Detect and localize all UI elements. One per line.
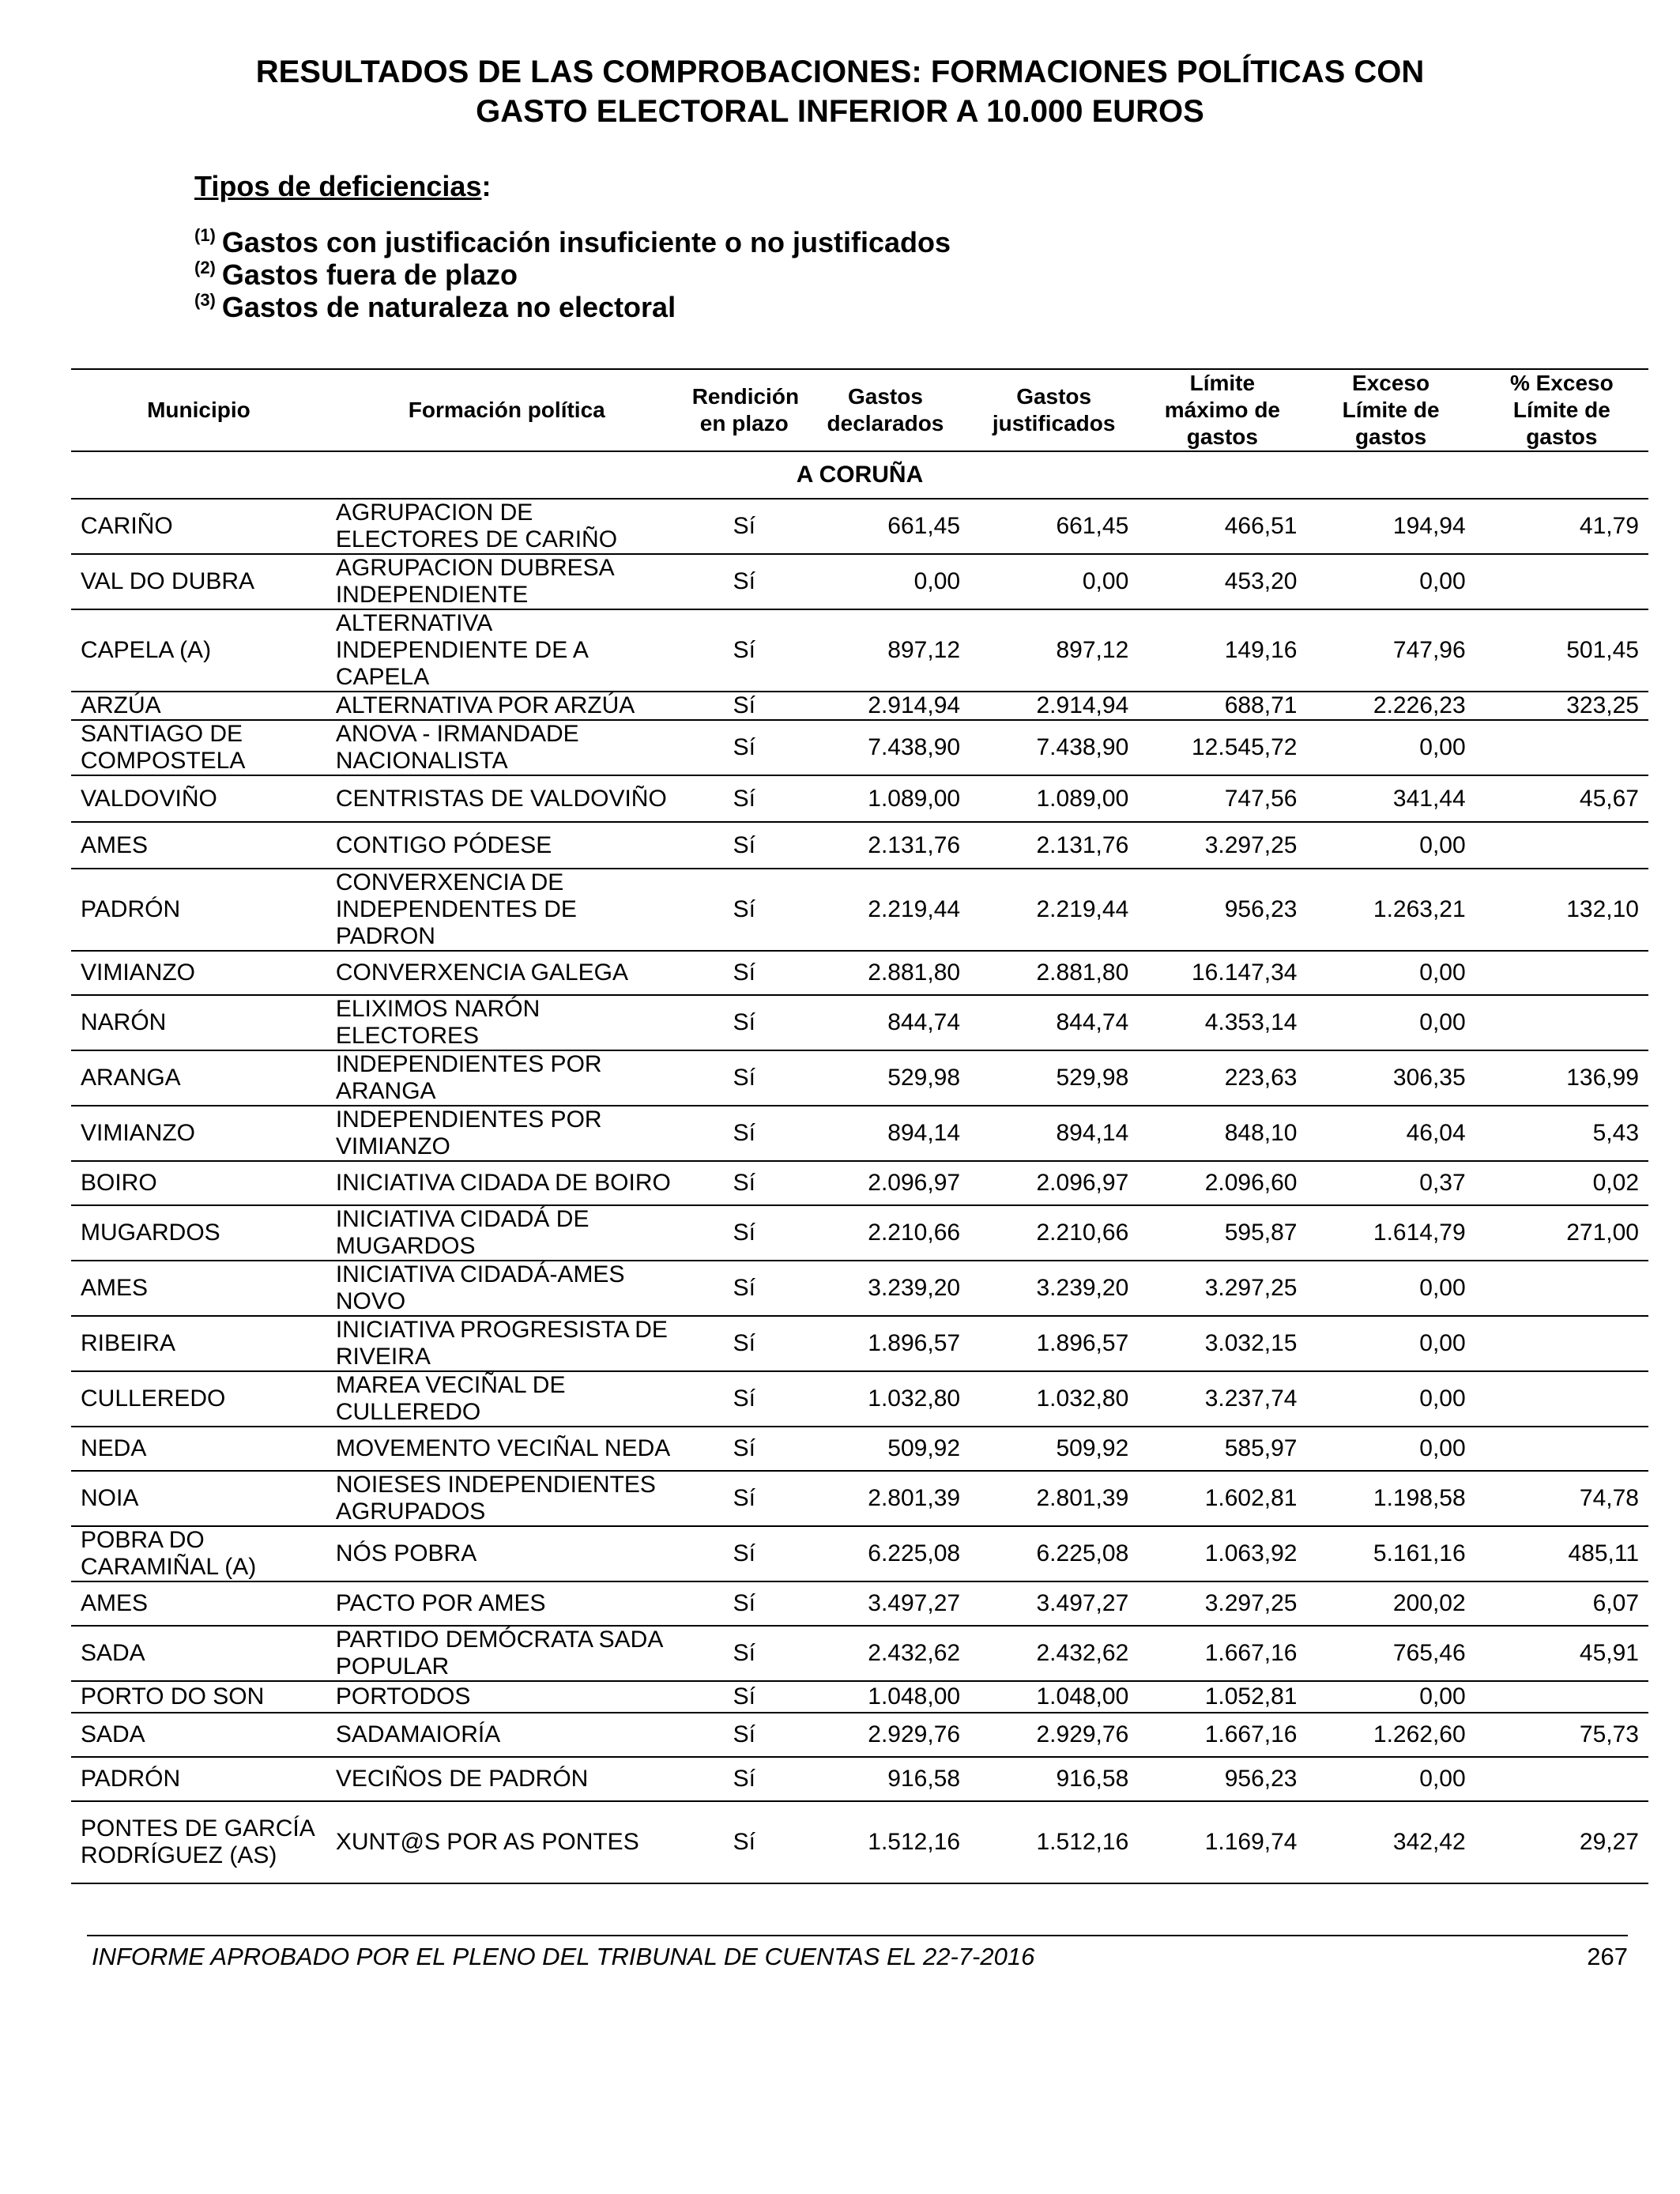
cell-limite-maximo: 3.297,25 bbox=[1204, 831, 1298, 858]
header-line: gastos bbox=[1186, 424, 1258, 449]
header-line: justificados bbox=[992, 411, 1116, 435]
cell-municipio: BOIRO bbox=[81, 1170, 157, 1196]
cell-gastos-declarados: 2.914,94 bbox=[868, 692, 961, 718]
cell-formacion: SADAMAIORÍA bbox=[335, 1721, 501, 1747]
cell-gastos-justificados: 897,12 bbox=[1056, 637, 1129, 663]
cell-municipio: NARÓN bbox=[81, 1009, 167, 1035]
cell-pct-exceso: 45,91 bbox=[1579, 1640, 1639, 1666]
cell-formacion: INICIATIVA CIDADÁ-AMES NOVO bbox=[335, 1261, 625, 1314]
cell-gastos-justificados: 661,45 bbox=[1056, 513, 1129, 539]
cell-municipio: CAPELA (A) bbox=[81, 637, 212, 663]
cell-formacion: NOIESES INDEPENDIENTES AGRUPADOS bbox=[335, 1472, 656, 1525]
cell-formacion: INICIATIVA PROGRESISTA DE RIVEIRA bbox=[335, 1317, 668, 1370]
cell-exceso-limite: 0,00 bbox=[1419, 1275, 1466, 1301]
cell-rendicion: Sí bbox=[733, 1275, 755, 1301]
header-line: gastos bbox=[1526, 424, 1598, 449]
table-row bbox=[71, 1681, 1648, 1713]
cell-gastos-justificados: 7.438,90 bbox=[1036, 734, 1129, 760]
cell-pct-exceso bbox=[1475, 720, 1648, 775]
cell-formacion: ANOVA - IRMANDADE NACIONALISTA bbox=[335, 721, 579, 774]
cell-pct-exceso: 132,10 bbox=[1566, 896, 1639, 922]
cell-exceso-limite: 1.263,21 bbox=[1373, 896, 1466, 922]
table-row bbox=[71, 720, 1648, 775]
cell-exceso-limite: 765,46 bbox=[1392, 1640, 1466, 1666]
cell-pct-exceso: 271,00 bbox=[1566, 1220, 1639, 1246]
cell-pct-exceso: 501,45 bbox=[1566, 637, 1639, 663]
cell-pct-exceso: 323,25 bbox=[1566, 692, 1639, 718]
cell-rendicion: Sí bbox=[733, 1590, 755, 1616]
cell-exceso-limite: 0,00 bbox=[1419, 568, 1466, 594]
header-pct-exceso bbox=[1475, 369, 1648, 451]
cell-formacion: MAREA VECIÑAL DE CULLEREDO bbox=[335, 1372, 566, 1425]
header-line: Gastos bbox=[1016, 384, 1092, 409]
cell-municipio: PORTO DO SON bbox=[81, 1683, 265, 1710]
cell-pct-exceso: 0,02 bbox=[1592, 1170, 1639, 1196]
cell-municipio: NOIA bbox=[81, 1485, 139, 1511]
cell-municipio: POBRA DO CARAMIÑAL (A) bbox=[81, 1527, 257, 1580]
table-row bbox=[71, 995, 1648, 1050]
header-line: % Exceso bbox=[1509, 371, 1614, 395]
cell-municipio: VIMIANZO bbox=[81, 1120, 196, 1146]
cell-formacion: VECIÑOS DE PADRÓN bbox=[335, 1766, 589, 1792]
cell-limite-maximo: 3.297,25 bbox=[1204, 1590, 1298, 1616]
cell-limite-maximo: 1.063,92 bbox=[1204, 1540, 1298, 1566]
cell-pct-exceso bbox=[1475, 1757, 1648, 1801]
table-row bbox=[71, 1581, 1648, 1626]
cell-municipio: SADA bbox=[81, 1640, 145, 1666]
cell-municipio: AMES bbox=[81, 1590, 149, 1616]
cell-exceso-limite: 0,00 bbox=[1419, 1766, 1466, 1792]
cell-limite-maximo: 223,63 bbox=[1224, 1065, 1298, 1091]
cell-exceso-limite: 1.262,60 bbox=[1373, 1721, 1466, 1747]
header-line: Límite de bbox=[1342, 398, 1440, 422]
cell-municipio: PADRÓN bbox=[81, 1766, 181, 1792]
cell-rendicion: Sí bbox=[733, 896, 755, 922]
table-row bbox=[71, 692, 1648, 720]
cell-exceso-limite: 5.161,16 bbox=[1373, 1540, 1466, 1566]
cell-exceso-limite: 341,44 bbox=[1392, 785, 1466, 812]
header-line: Límite bbox=[1189, 371, 1256, 395]
cell-gastos-declarados: 2.219,44 bbox=[868, 896, 961, 922]
cell-limite-maximo: 3.032,15 bbox=[1204, 1330, 1298, 1356]
deficiencias-heading bbox=[194, 169, 491, 204]
cell-municipio: CARIÑO bbox=[81, 513, 173, 539]
cell-limite-maximo: 1.052,81 bbox=[1204, 1683, 1298, 1710]
cell-gastos-declarados: 6.225,08 bbox=[868, 1540, 961, 1566]
cell-formacion: ELIXIMOS NARÓN ELECTORES bbox=[335, 996, 541, 1049]
header-formacion: Formación política bbox=[408, 398, 605, 422]
header-declarados bbox=[801, 369, 970, 451]
section-label: A CORUÑA bbox=[71, 451, 1648, 499]
cell-pct-exceso bbox=[1475, 1681, 1648, 1713]
cell-pct-exceso: 75,73 bbox=[1579, 1721, 1639, 1747]
cell-pct-exceso bbox=[1475, 822, 1648, 869]
cell-limite-maximo: 453,20 bbox=[1224, 568, 1298, 594]
footer-text: INFORME APROBADO POR EL PLENO DEL TRIBUNAL DE CUENTAS EL 22-7-2016 bbox=[92, 1943, 1035, 1970]
cell-gastos-declarados: 2.801,39 bbox=[868, 1485, 961, 1511]
cell-formacion: PACTO POR AMES bbox=[335, 1590, 546, 1616]
title-line-2: GASTO ELECTORAL INFERIOR A 10.000 EUROS bbox=[476, 94, 1204, 129]
cell-municipio: AMES bbox=[81, 831, 149, 858]
cell-gastos-justificados: 2.210,66 bbox=[1036, 1220, 1129, 1246]
table-row bbox=[71, 1713, 1648, 1757]
header-line: Rendición bbox=[691, 384, 800, 409]
cell-exceso-limite: 0,00 bbox=[1419, 1330, 1466, 1356]
cell-municipio: SANTIAGO DE COMPOSTELA bbox=[81, 721, 246, 774]
cell-limite-maximo: 4.353,14 bbox=[1204, 1009, 1298, 1035]
cell-pct-exceso bbox=[1475, 1261, 1648, 1316]
cell-limite-maximo: 466,51 bbox=[1224, 513, 1298, 539]
cell-gastos-declarados: 3.239,20 bbox=[868, 1275, 961, 1301]
cell-exceso-limite: 0,00 bbox=[1419, 1683, 1466, 1710]
header-justificados bbox=[970, 369, 1138, 451]
section-row bbox=[71, 451, 1648, 499]
cell-municipio: SADA bbox=[81, 1721, 145, 1747]
cell-pct-exceso bbox=[1475, 995, 1648, 1050]
cell-gastos-declarados: 2.096,97 bbox=[868, 1170, 961, 1196]
cell-rendicion: Sí bbox=[733, 1766, 755, 1792]
deficiencia-item-1 bbox=[194, 226, 951, 258]
table-row bbox=[71, 554, 1648, 609]
cell-gastos-declarados: 7.438,90 bbox=[868, 734, 961, 760]
cell-municipio: VAL DO DUBRA bbox=[81, 568, 255, 594]
cell-rendicion: Sí bbox=[733, 568, 755, 594]
table-row bbox=[71, 775, 1648, 822]
table-row bbox=[71, 1526, 1648, 1581]
cell-rendicion: Sí bbox=[733, 1220, 755, 1246]
deficiencia-text: Gastos de naturaleza no electoral bbox=[221, 291, 676, 323]
deficiencias-heading-colon: : bbox=[481, 170, 492, 202]
cell-rendicion: Sí bbox=[733, 1120, 755, 1146]
cell-gastos-declarados: 1.896,57 bbox=[868, 1330, 961, 1356]
cell-limite-maximo: 956,23 bbox=[1224, 896, 1298, 922]
cell-formacion: INDEPENDIENTES POR VIMIANZO bbox=[335, 1106, 602, 1159]
header-rendicion bbox=[687, 369, 801, 451]
cell-municipio: VIMIANZO bbox=[81, 959, 196, 986]
cell-gastos-justificados: 916,58 bbox=[1056, 1766, 1129, 1792]
table-row bbox=[71, 951, 1648, 995]
header-line: gastos bbox=[1354, 424, 1427, 449]
cell-pct-exceso: 45,67 bbox=[1579, 785, 1639, 812]
cell-formacion: PORTODOS bbox=[335, 1683, 471, 1710]
cell-exceso-limite: 0,00 bbox=[1419, 1435, 1466, 1461]
cell-gastos-justificados: 509,92 bbox=[1056, 1435, 1129, 1461]
header-line: Gastos bbox=[847, 384, 923, 409]
table-row bbox=[71, 499, 1648, 554]
cell-limite-maximo: 848,10 bbox=[1224, 1120, 1298, 1146]
cell-municipio: AMES bbox=[81, 1275, 149, 1301]
table-row bbox=[71, 1050, 1648, 1106]
cell-municipio: ARANGA bbox=[81, 1065, 181, 1091]
cell-gastos-declarados: 2.131,76 bbox=[868, 831, 961, 858]
table-row bbox=[71, 1261, 1648, 1316]
cell-limite-maximo: 1.169,74 bbox=[1204, 1829, 1298, 1855]
cell-gastos-declarados: 661,45 bbox=[887, 513, 961, 539]
cell-pct-exceso bbox=[1475, 1371, 1648, 1427]
cell-exceso-limite: 1.198,58 bbox=[1373, 1485, 1466, 1511]
results-table bbox=[71, 368, 1648, 1884]
cell-pct-exceso bbox=[1475, 951, 1648, 995]
cell-exceso-limite: 747,96 bbox=[1392, 637, 1466, 663]
cell-limite-maximo: 3.237,74 bbox=[1204, 1385, 1298, 1412]
cell-formacion: CONTIGO PÓDESE bbox=[335, 831, 552, 858]
cell-municipio: RIBEIRA bbox=[81, 1330, 176, 1356]
cell-exceso-limite: 1.614,79 bbox=[1373, 1220, 1466, 1246]
cell-limite-maximo: 12.545,72 bbox=[1192, 734, 1298, 760]
cell-formacion: AGRUPACION DE ELECTORES DE CARIÑO bbox=[335, 499, 618, 552]
cell-gastos-declarados: 2.432,62 bbox=[868, 1640, 961, 1666]
cell-gastos-declarados: 1.032,80 bbox=[868, 1385, 961, 1412]
header-line: Límite de bbox=[1512, 398, 1610, 422]
header-exceso bbox=[1306, 369, 1475, 451]
cell-rendicion: Sí bbox=[733, 1009, 755, 1035]
cell-formacion: MOVEMENTO VECIÑAL NEDA bbox=[335, 1435, 671, 1461]
cell-gastos-justificados: 2.219,44 bbox=[1036, 896, 1129, 922]
cell-gastos-justificados: 894,14 bbox=[1056, 1120, 1129, 1146]
cell-formacion: CENTRISTAS DE VALDOVIÑO bbox=[335, 785, 667, 812]
cell-exceso-limite: 0,00 bbox=[1419, 1385, 1466, 1412]
cell-gastos-justificados: 2.432,62 bbox=[1036, 1640, 1129, 1666]
cell-formacion: CONVERXENCIA DE INDEPENDENTES DE PADRON bbox=[335, 869, 577, 949]
cell-formacion: PARTIDO DEMÓCRATA SADA POPULAR bbox=[335, 1627, 662, 1679]
deficiencia-mark: (3) bbox=[194, 290, 216, 310]
deficiencias-heading-text: Tipos de deficiencias bbox=[194, 170, 482, 202]
table-row bbox=[71, 1757, 1648, 1801]
cell-rendicion: Sí bbox=[733, 513, 755, 539]
cell-limite-maximo: 595,87 bbox=[1224, 1220, 1298, 1246]
cell-gastos-declarados: 2.210,66 bbox=[868, 1220, 961, 1246]
table-row bbox=[71, 1161, 1648, 1205]
cell-gastos-declarados: 844,74 bbox=[887, 1009, 961, 1035]
cell-gastos-justificados: 2.914,94 bbox=[1036, 692, 1129, 718]
cell-gastos-justificados: 0,00 bbox=[1082, 568, 1129, 594]
cell-gastos-justificados: 6.225,08 bbox=[1036, 1540, 1129, 1566]
cell-rendicion: Sí bbox=[733, 1485, 755, 1511]
table-row bbox=[71, 869, 1648, 951]
cell-gastos-declarados: 0,00 bbox=[913, 568, 961, 594]
cell-rendicion: Sí bbox=[733, 692, 755, 718]
cell-formacion: CONVERXENCIA GALEGA bbox=[335, 959, 628, 986]
cell-exceso-limite: 46,04 bbox=[1406, 1120, 1466, 1146]
cell-rendicion: Sí bbox=[733, 1170, 755, 1196]
cell-gastos-justificados: 3.239,20 bbox=[1036, 1275, 1129, 1301]
cell-formacion: INICIATIVA CIDADA DE BOIRO bbox=[335, 1170, 671, 1196]
cell-limite-maximo: 3.297,25 bbox=[1204, 1275, 1298, 1301]
cell-pct-exceso bbox=[1475, 554, 1648, 609]
cell-gastos-justificados: 1.048,00 bbox=[1036, 1683, 1129, 1710]
table-row bbox=[71, 1471, 1648, 1526]
cell-rendicion: Sí bbox=[733, 1435, 755, 1461]
cell-rendicion: Sí bbox=[733, 1540, 755, 1566]
footer-rule bbox=[87, 1935, 1628, 1936]
cell-gastos-justificados: 1.512,16 bbox=[1036, 1829, 1129, 1855]
cell-exceso-limite: 2.226,23 bbox=[1373, 692, 1466, 718]
cell-pct-exceso: 41,79 bbox=[1579, 513, 1639, 539]
cell-pct-exceso: 6,07 bbox=[1592, 1590, 1639, 1616]
cell-formacion: AGRUPACION DUBRESA INDEPENDIENTE bbox=[335, 555, 614, 608]
cell-gastos-declarados: 3.497,27 bbox=[868, 1590, 961, 1616]
cell-municipio: VALDOVIÑO bbox=[81, 785, 217, 812]
table-row bbox=[71, 609, 1648, 692]
cell-formacion: INICIATIVA CIDADÁ DE MUGARDOS bbox=[335, 1206, 590, 1259]
cell-rendicion: Sí bbox=[733, 1683, 755, 1710]
cell-gastos-declarados: 1.089,00 bbox=[868, 785, 961, 812]
cell-pct-exceso: 5,43 bbox=[1592, 1120, 1639, 1146]
cell-pct-exceso bbox=[1475, 1316, 1648, 1371]
cell-pct-exceso: 485,11 bbox=[1568, 1540, 1639, 1566]
cell-rendicion: Sí bbox=[733, 831, 755, 858]
cell-municipio: PONTES DE GARCÍA RODRÍGUEZ (AS) bbox=[81, 1815, 315, 1868]
table-row bbox=[71, 1106, 1648, 1161]
cell-gastos-justificados: 844,74 bbox=[1056, 1009, 1129, 1035]
cell-limite-maximo: 585,97 bbox=[1224, 1435, 1298, 1461]
cell-rendicion: Sí bbox=[733, 1065, 755, 1091]
cell-pct-exceso: 29,27 bbox=[1579, 1829, 1639, 1855]
cell-limite-maximo: 149,16 bbox=[1224, 637, 1298, 663]
header-municipio: Municipio bbox=[147, 398, 250, 422]
cell-limite-maximo: 1.667,16 bbox=[1204, 1721, 1298, 1747]
cell-municipio: MUGARDOS bbox=[81, 1220, 220, 1246]
cell-gastos-justificados: 1.032,80 bbox=[1036, 1385, 1129, 1412]
deficiencia-mark: (2) bbox=[194, 258, 216, 277]
table-row bbox=[71, 1205, 1648, 1261]
cell-limite-maximo: 1.602,81 bbox=[1204, 1485, 1298, 1511]
cell-exceso-limite: 200,02 bbox=[1392, 1590, 1466, 1616]
deficiencia-text: Gastos con justificación insuficiente o no justificados bbox=[221, 226, 951, 258]
cell-exceso-limite: 342,42 bbox=[1392, 1829, 1466, 1855]
cell-limite-maximo: 16.147,34 bbox=[1192, 959, 1298, 986]
cell-gastos-justificados: 2.096,97 bbox=[1036, 1170, 1129, 1196]
cell-exceso-limite: 194,94 bbox=[1392, 513, 1466, 539]
cell-rendicion: Sí bbox=[733, 785, 755, 812]
document-title bbox=[0, 52, 1680, 131]
cell-gastos-declarados: 1.048,00 bbox=[868, 1683, 961, 1710]
cell-formacion: INDEPENDIENTES POR ARANGA bbox=[335, 1051, 602, 1104]
cell-limite-maximo: 688,71 bbox=[1224, 692, 1298, 718]
deficiencia-item-2 bbox=[194, 258, 951, 291]
cell-municipio: ARZÚA bbox=[81, 692, 161, 718]
cell-exceso-limite: 0,00 bbox=[1419, 1009, 1466, 1035]
table-row bbox=[71, 1626, 1648, 1681]
cell-pct-exceso: 136,99 bbox=[1566, 1065, 1639, 1091]
title-line-1: RESULTADOS DE LAS COMPROBACIONES: FORMACIONES POLÍTICAS CON bbox=[255, 55, 1425, 89]
cell-rendicion: Sí bbox=[733, 1829, 755, 1855]
cell-gastos-declarados: 894,14 bbox=[887, 1120, 961, 1146]
cell-pct-exceso bbox=[1475, 1427, 1648, 1471]
page-number: 267 bbox=[1587, 1943, 1628, 1970]
cell-exceso-limite: 0,00 bbox=[1419, 734, 1466, 760]
cell-gastos-justificados: 2.881,80 bbox=[1036, 959, 1129, 986]
table-row bbox=[71, 1371, 1648, 1427]
cell-formacion: NÓS POBRA bbox=[335, 1540, 477, 1566]
cell-rendicion: Sí bbox=[733, 959, 755, 986]
cell-limite-maximo: 2.096,60 bbox=[1204, 1170, 1298, 1196]
deficiencia-mark: (1) bbox=[194, 225, 216, 245]
table-row bbox=[71, 1801, 1648, 1883]
cell-formacion: XUNT@S POR AS PONTES bbox=[335, 1829, 639, 1855]
header-line: en plazo bbox=[699, 411, 789, 435]
cell-rendicion: Sí bbox=[733, 1640, 755, 1666]
cell-municipio: CULLEREDO bbox=[81, 1385, 226, 1412]
cell-limite-maximo: 956,23 bbox=[1224, 1766, 1298, 1792]
cell-rendicion: Sí bbox=[733, 1385, 755, 1412]
header-limite bbox=[1138, 369, 1306, 451]
header-line: máximo de bbox=[1164, 398, 1280, 422]
cell-limite-maximo: 747,56 bbox=[1224, 785, 1298, 812]
cell-rendicion: Sí bbox=[733, 734, 755, 760]
cell-municipio: PADRÓN bbox=[81, 896, 181, 922]
cell-rendicion: Sí bbox=[733, 1330, 755, 1356]
cell-municipio: NEDA bbox=[81, 1435, 147, 1461]
cell-gastos-justificados: 1.896,57 bbox=[1036, 1330, 1129, 1356]
cell-gastos-justificados: 2.929,76 bbox=[1036, 1721, 1129, 1747]
cell-pct-exceso: 74,78 bbox=[1579, 1485, 1639, 1511]
table-row bbox=[71, 1427, 1648, 1471]
cell-gastos-justificados: 2.801,39 bbox=[1036, 1485, 1129, 1511]
cell-gastos-justificados: 2.131,76 bbox=[1036, 831, 1129, 858]
table-header-row bbox=[71, 369, 1648, 451]
cell-gastos-justificados: 1.089,00 bbox=[1036, 785, 1129, 812]
cell-gastos-declarados: 2.929,76 bbox=[868, 1721, 961, 1747]
cell-exceso-limite: 306,35 bbox=[1392, 1065, 1466, 1091]
cell-gastos-justificados: 529,98 bbox=[1056, 1065, 1129, 1091]
cell-gastos-declarados: 897,12 bbox=[887, 637, 961, 663]
cell-formacion: ALTERNATIVA INDEPENDIENTE DE A CAPELA bbox=[335, 610, 588, 690]
deficiencias-list bbox=[194, 226, 951, 323]
cell-formacion: ALTERNATIVA POR ARZÚA bbox=[335, 692, 635, 718]
cell-gastos-declarados: 509,92 bbox=[887, 1435, 961, 1461]
cell-gastos-declarados: 1.512,16 bbox=[868, 1829, 961, 1855]
header-line: Exceso bbox=[1352, 371, 1430, 395]
cell-rendicion: Sí bbox=[733, 1721, 755, 1747]
header-line: declarados bbox=[827, 411, 944, 435]
cell-rendicion: Sí bbox=[733, 637, 755, 663]
table-row bbox=[71, 822, 1648, 869]
cell-limite-maximo: 1.667,16 bbox=[1204, 1640, 1298, 1666]
cell-gastos-declarados: 2.881,80 bbox=[868, 959, 961, 986]
table-row bbox=[71, 1316, 1648, 1371]
cell-exceso-limite: 0,00 bbox=[1419, 959, 1466, 986]
cell-exceso-limite: 0,37 bbox=[1419, 1170, 1466, 1196]
deficiencia-text: Gastos fuera de plazo bbox=[221, 258, 518, 291]
cell-gastos-justificados: 3.497,27 bbox=[1036, 1590, 1129, 1616]
deficiencia-item-3 bbox=[194, 291, 951, 323]
cell-exceso-limite: 0,00 bbox=[1419, 831, 1466, 858]
cell-gastos-declarados: 529,98 bbox=[887, 1065, 961, 1091]
cell-gastos-declarados: 916,58 bbox=[887, 1766, 961, 1792]
